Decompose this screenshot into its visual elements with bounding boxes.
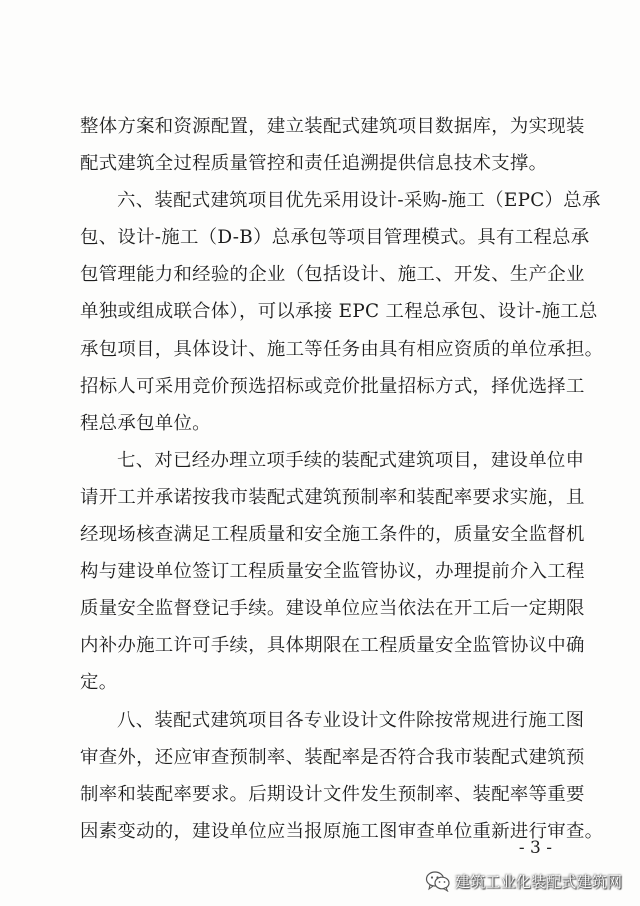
text-line: 七、对已经办理立项手续的装配式建筑项目，建设单位申 <box>117 449 585 471</box>
text-line: 配式建筑全过程质量管控和责任追溯提供信息技术支撑。 <box>80 153 548 175</box>
text-line: 程总承包单位。 <box>80 412 211 434</box>
text-line: 内补办施工许可手续，具体期限在工程质量安全监管协议中确 <box>80 635 585 657</box>
text-line: 因素变动的，建设单位应当报原施工图审查单位重新进行审查。 <box>80 820 604 842</box>
document-body <box>80 108 604 850</box>
text-line: 八、装配式建筑项目各专业设计文件除按常规进行施工图 <box>117 709 585 731</box>
text-line: 审查外，还应审查预制率、装配率是否符合我市装配式建筑预 <box>80 746 585 768</box>
text-line: 请开工并承诺按我市装配式建筑预制率和装配率要求实施，且 <box>80 486 585 508</box>
text-line: 定。 <box>80 672 118 694</box>
text-line: 质量安全监督登记手续。建设单位应当依法在开工后一定期限 <box>80 598 585 620</box>
text-line: 六、装配式建筑项目优先采用设计-采购-施工（EPC）总承 <box>117 190 601 212</box>
watermark-text: 建筑工业化装配式建筑网 <box>455 872 623 891</box>
watermark <box>425 867 622 895</box>
text-line: 承包项目，具体设计、施工等任务由具有相应资质的单位承担。 <box>80 338 604 360</box>
text-line: 构与建设单位签订工程质量安全监管协议，办理提前介入工程 <box>80 561 585 583</box>
text-line: 招标人可采用竞价预选招标或竞价批量招标方式，择优选择工 <box>80 375 585 397</box>
text-line: 包管理能力和经验的企业（包括设计、施工、开发、生产企业 <box>80 264 585 286</box>
text-line: 经现场核查满足工程质量和安全施工条件的，质量安全监督机 <box>80 524 585 546</box>
text-line: 制率和装配率要求。后期设计文件发生预制率、装配率等重要 <box>80 783 585 805</box>
text-line: 整体方案和资源配置，建立装配式建筑项目数据库，为实现装 <box>80 116 585 137</box>
text-line: 包、设计-施工（D-B）总承包等项目管理模式。具有工程总承 <box>80 227 590 249</box>
wechat-icon <box>425 870 451 892</box>
text-line: 单独或组成联合体），可以承接 EPC 工程总承包、设计-施工总 <box>80 301 598 323</box>
page-number: - 3 - <box>518 838 552 858</box>
